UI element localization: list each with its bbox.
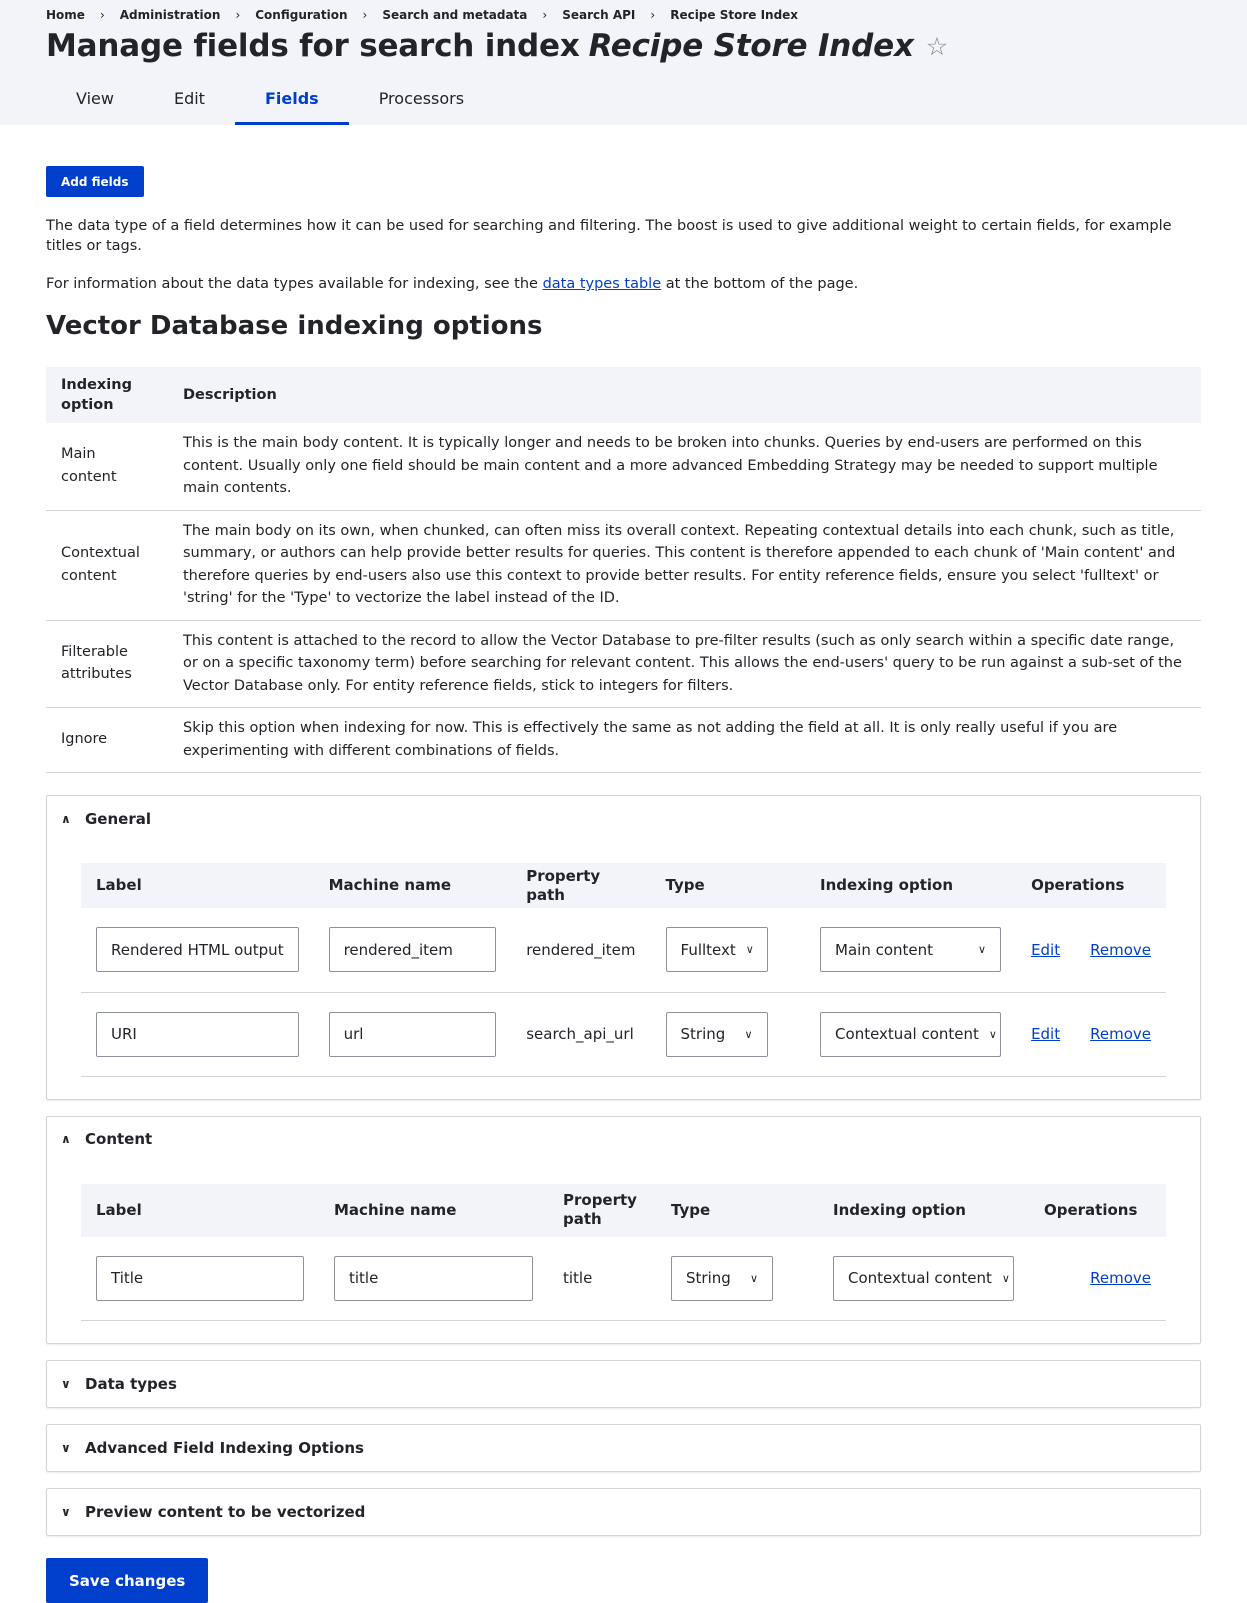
tab-fields[interactable]: Fields — [235, 79, 349, 125]
breadcrumb-separator: › — [650, 8, 656, 22]
breadcrumb-separator: › — [235, 8, 241, 22]
chevron-up-icon: ∧ — [61, 811, 71, 826]
option-description: Skip this option when indexing for now. This is effectively the same as not adding the field at all. It is only really useful if you are experimenting with different combinations of fields. — [168, 708, 1201, 773]
chevron-down-icon: ∨ — [977, 943, 987, 957]
table-header-row — [81, 863, 1166, 908]
indexing-cell — [818, 1237, 1029, 1321]
option-description: The main body on its own, when chunked, can often miss its overall context. Repeating contextual details into each chunk, such as title, summary, or authors can help provide better results for queries. This content is therefore appended to each chunk of 'Main content' and therefore queries by end-users also use this context to provide better results. For entity reference fields, ensure you select 'fulltext' or 'string' for the 'Type' to vectorize the label instead of the ID. — [168, 510, 1201, 620]
preview-content-panel-toggle[interactable] — [47, 1489, 1200, 1535]
chevron-down-icon: ∨ — [61, 1505, 71, 1519]
page-title-index-name: Recipe Store Index — [588, 28, 914, 64]
page-header — [0, 0, 1247, 125]
edit-link[interactable]: Edit — [1031, 1025, 1061, 1043]
table-row — [46, 423, 1201, 510]
type-select-value: String — [680, 1025, 726, 1043]
column-header-label: Label — [81, 1184, 319, 1237]
intro-line-2-after: at the bottom of the page. — [665, 276, 859, 292]
operations-cell — [1016, 992, 1166, 1076]
machine-name-input[interactable]: url — [329, 1012, 497, 1057]
breadcrumb-separator: › — [542, 8, 548, 22]
column-header-description: Description — [168, 367, 1201, 423]
breadcrumb — [46, 8, 798, 22]
preview-content-panel — [46, 1488, 1201, 1536]
vector-section-title: Vector Database indexing options — [46, 311, 543, 341]
column-header-operations: Operations — [1016, 863, 1166, 908]
column-header-indexing-option: Indexing option — [818, 1184, 1029, 1237]
property-path-header-text: Property path — [563, 1191, 637, 1228]
option-name: Main content — [46, 423, 168, 510]
option-name: Ignore — [46, 708, 168, 773]
indexing-option-value: Contextual content — [835, 1025, 979, 1043]
data-types-table-link[interactable]: data types table — [542, 276, 662, 292]
breadcrumb-recipe-store-index[interactable]: Recipe Store Index — [670, 8, 799, 22]
type-select-value: Fulltext — [680, 940, 736, 959]
column-header-type: Type — [656, 1184, 818, 1237]
general-fields-table — [81, 863, 1166, 1077]
breadcrumb-search-api[interactable]: Search API — [562, 8, 636, 22]
chevron-down-icon: ∨ — [1001, 1271, 1010, 1285]
type-cell — [656, 1237, 818, 1321]
tab-view[interactable]: View — [76, 89, 114, 108]
table-row — [81, 908, 1166, 992]
table-row — [81, 1237, 1166, 1321]
column-header-indexing-option: Indexing option — [805, 863, 1016, 908]
table-row — [46, 708, 1201, 773]
operations-cell — [1029, 1237, 1166, 1321]
label-cell — [81, 992, 314, 1076]
property-path: rendered_item — [511, 908, 650, 992]
operations-cell — [1016, 908, 1166, 992]
table-row — [46, 510, 1201, 620]
indexing-cell — [805, 992, 1016, 1076]
primary-tabs — [46, 79, 494, 125]
type-select[interactable] — [671, 1256, 773, 1301]
type-select[interactable] — [666, 1012, 768, 1057]
type-select[interactable] — [666, 927, 768, 972]
save-changes-button[interactable]: Save changes — [46, 1558, 208, 1603]
data-types-panel — [46, 1360, 1201, 1408]
column-header-label: Label — [81, 863, 314, 908]
property-path: title — [548, 1237, 656, 1321]
chevron-down-icon: ∨ — [744, 1027, 753, 1041]
chevron-down-icon: ∨ — [988, 1027, 997, 1041]
general-panel-body — [47, 841, 1200, 1099]
general-panel-title: General — [85, 809, 151, 828]
indexing-option-select[interactable] — [833, 1256, 1014, 1301]
indexing-options-table — [46, 367, 1201, 773]
breadcrumb-separator: › — [99, 8, 105, 22]
type-cell — [651, 908, 806, 992]
indexing-option-value: Contextual content — [848, 1269, 992, 1288]
edit-link[interactable]: Edit — [1031, 940, 1061, 959]
remove-link[interactable]: Remove — [1090, 1025, 1151, 1043]
column-header-operations: Operations — [1029, 1184, 1166, 1237]
add-fields-button[interactable]: Add fields — [46, 166, 144, 197]
column-header-property-path: Property path — [511, 863, 650, 908]
general-panel-toggle[interactable] — [47, 796, 1200, 841]
column-header-type: Type — [651, 863, 806, 908]
indexing-option-select[interactable] — [820, 927, 1001, 972]
machine-name-input[interactable]: title — [334, 1256, 533, 1301]
breadcrumb-search-and-metadata[interactable]: Search and metadata — [382, 8, 528, 22]
chevron-down-icon: ∨ — [61, 1441, 71, 1455]
column-header-machine-name: Machine name — [319, 1184, 548, 1237]
intro-text — [46, 216, 1201, 256]
column-header-property-path — [548, 1184, 656, 1237]
indexing-cell — [805, 908, 1016, 992]
page-title — [46, 28, 948, 64]
page-title-prefix: Manage fields for search index — [46, 28, 580, 64]
intro-line-1: The data type of a field determines how it can be used for searching and filtering. The boost is used to give additional weight to certain fields, for example titles or tags. — [46, 218, 1172, 254]
content-panel-body — [47, 1162, 1200, 1344]
tab-processors[interactable]: Processors — [378, 89, 465, 108]
star-icon[interactable]: ☆ — [925, 31, 948, 61]
label-input[interactable]: Rendered HTML output — [96, 927, 299, 972]
table-row — [81, 992, 1166, 1076]
advanced-options-panel — [46, 1424, 1201, 1472]
content-fields-table — [81, 1184, 1166, 1322]
intro-text-2 — [46, 274, 1201, 294]
indexing-option-value: Main content — [835, 940, 934, 959]
type-cell — [651, 992, 806, 1076]
table-header-row — [46, 367, 1201, 423]
indexing-option-select[interactable] — [820, 1012, 1001, 1057]
content-panel — [46, 1116, 1201, 1345]
machine-name-cell — [314, 908, 512, 992]
breadcrumb-separator: › — [362, 8, 368, 22]
remove-link[interactable]: Remove — [1090, 1269, 1151, 1288]
preview-content-panel-title: Preview content to be vectorized — [85, 1503, 366, 1521]
breadcrumb-configuration[interactable]: Configuration — [255, 8, 348, 22]
chevron-down-icon: ∨ — [61, 1377, 71, 1391]
label-cell — [81, 1237, 319, 1321]
data-types-panel-toggle[interactable] — [47, 1361, 1200, 1407]
column-header-indexing-option: Indexing option — [46, 367, 168, 423]
advanced-options-panel-toggle[interactable] — [47, 1425, 1200, 1471]
chevron-up-icon: ∧ — [61, 1132, 71, 1146]
label-cell — [81, 908, 314, 992]
option-name: Filterable attributes — [46, 620, 168, 708]
content-panel-title: Content — [85, 1130, 153, 1148]
advanced-options-panel-title: Advanced Field Indexing Options — [85, 1439, 364, 1457]
table-row — [46, 620, 1201, 708]
breadcrumb-home[interactable]: Home — [46, 8, 85, 22]
option-description: This is the main body content. It is typically longer and needs to be broken into chunks. Queries by end-users are performed on this content. Usually only one field should be main content and a more advanced Embedding Strategy may be needed to support multiple main contents. — [168, 423, 1201, 510]
chevron-down-icon: ∨ — [745, 943, 754, 957]
option-description: This content is attached to the record to allow the Vector Database to pre-filter results (such as only search within a specific date range, or on a specific taxonomy term) before searching for relevant content. This allows the end-users' query to be run against a sub-set of the Vector Database only. For entity reference fields, stick to integers for filters. — [168, 620, 1201, 708]
column-header-machine-name: Machine name — [314, 863, 512, 908]
label-input[interactable]: URI — [96, 1012, 299, 1057]
breadcrumb-administration[interactable]: Administration — [119, 8, 221, 22]
chevron-down-icon: ∨ — [749, 1271, 758, 1285]
machine-name-cell — [314, 992, 512, 1076]
intro-line-2-before: For information about the data types available for indexing, see the — [46, 276, 538, 292]
remove-link[interactable]: Remove — [1090, 940, 1151, 959]
property-path: search_api_url — [511, 992, 650, 1076]
type-select-value: String — [686, 1269, 731, 1288]
data-types-panel-title: Data types — [85, 1375, 177, 1393]
table-header-row — [81, 1184, 1166, 1237]
label-input[interactable]: Title — [96, 1256, 304, 1301]
tab-edit[interactable]: Edit — [173, 89, 205, 108]
option-name: Contextual content — [46, 510, 168, 620]
machine-name-input[interactable]: rendered_item — [329, 927, 497, 972]
content-panel-toggle[interactable] — [47, 1117, 1200, 1162]
machine-name-cell — [319, 1237, 548, 1321]
main-content — [0, 125, 1247, 1603]
general-panel — [46, 795, 1201, 1100]
